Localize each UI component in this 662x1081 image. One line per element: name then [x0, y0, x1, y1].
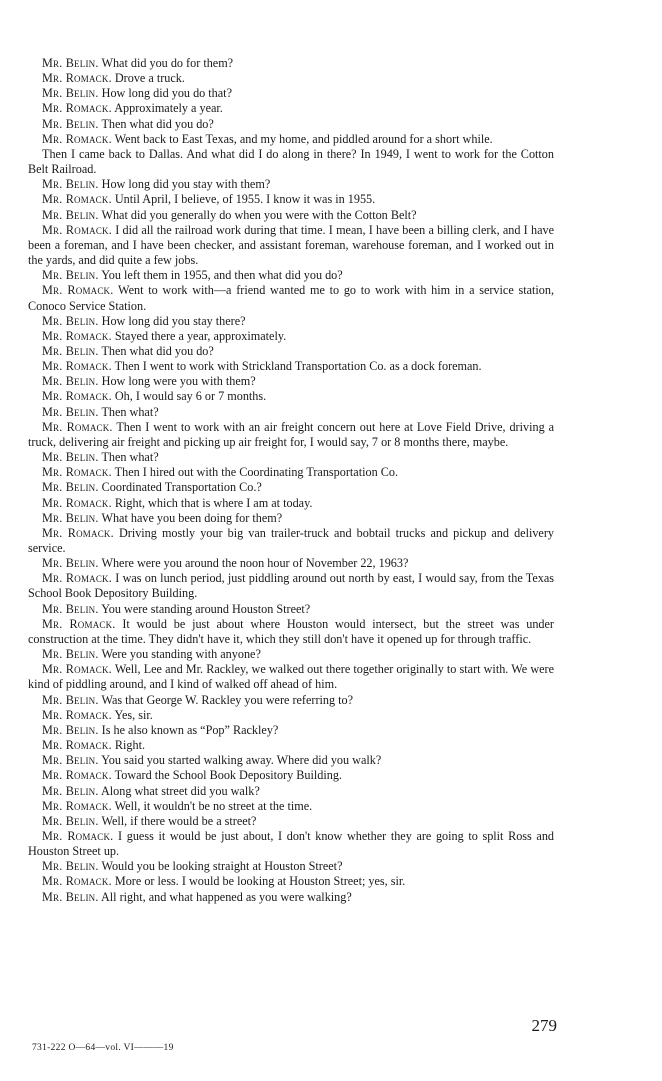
- transcript-paragraph: [28, 556, 554, 571]
- speech-text: Until April, I believe, of 1955. I know it was in 1955.: [114, 192, 376, 207]
- speech-text: Toward the School Book Depository Building.: [114, 768, 342, 783]
- transcript-paragraph: [28, 526, 554, 556]
- speech-text: Went back to East Texas, and my home, and piddled around for a short while.: [114, 131, 493, 146]
- speech-text: Oh, I would say 6 or 7 months.: [114, 389, 267, 404]
- speech-text: Then what did you do?: [101, 343, 214, 358]
- speaker-name: Mr. Belin.: [42, 647, 99, 662]
- speaker-name: Mr. Romack.: [42, 359, 112, 374]
- transcript-paragraph: [28, 753, 554, 768]
- transcript-paragraph: [28, 344, 554, 359]
- transcript-paragraph: [28, 147, 554, 177]
- transcript-paragraph: [28, 723, 554, 738]
- speaker-name: Mr. Belin.: [42, 783, 99, 798]
- speech-text: Driving mostly your big van trailer-truck and bobtail trucks and pickup and delivery service.: [28, 525, 554, 555]
- speaker-name: Mr. Belin.: [42, 556, 99, 571]
- speaker-name: Mr. Romack.: [42, 192, 112, 207]
- speech-text: Then I went to work with Strickland Transportation Co. as a dock foreman.: [114, 359, 482, 374]
- speech-text: Then I went to work with an air freight concern out here at Love Field Drive, driving a truck, delivering air freight and picking up air freight for, I would say, 7 or 8 months there, maybe.: [28, 419, 554, 449]
- speaker-name: Mr. Belin.: [42, 268, 99, 283]
- speaker-name: Mr. Belin.: [42, 343, 99, 358]
- transcript-paragraph: [28, 465, 554, 480]
- transcript-paragraph: [28, 617, 554, 647]
- speech-text: Went to work with—a friend wanted me to go to work with him in a service station, Conoco Service Station.: [28, 283, 555, 313]
- speech-text: Would you be looking straight at Houston Street?: [101, 859, 343, 874]
- speaker-name: Mr. Belin.: [42, 722, 99, 737]
- transcript-paragraph: [28, 511, 554, 526]
- speech-text: Drove a truck.: [114, 71, 185, 86]
- speech-text: Right.: [114, 738, 146, 753]
- speaker-name: Mr. Belin.: [42, 753, 99, 768]
- transcript-paragraph: [28, 329, 554, 344]
- speech-text: I did all the railroad work during that time. I mean, I have been a billing clerk, and I have been a foreman, and I have been checker, and assistant foreman, warehouse foreman, and I worked out in the yards, and did quite a few jobs.: [28, 222, 554, 268]
- transcript-paragraph: [28, 859, 554, 874]
- speaker-name: Mr. Romack.: [42, 495, 112, 510]
- speaker-name: Mr. Romack.: [42, 768, 112, 783]
- speech-text: All right, and what happened as you were walking?: [100, 889, 352, 904]
- transcript-paragraph: [28, 814, 554, 829]
- transcript-paragraph: [28, 480, 554, 495]
- speaker-name: Mr. Romack.: [42, 465, 112, 480]
- speaker-name: Mr. Romack.: [42, 283, 114, 298]
- speech-text: What did you do for them?: [101, 56, 234, 70]
- speech-text: You were standing around Houston Street?: [101, 601, 311, 616]
- speech-text: Then what did you do?: [101, 116, 214, 131]
- speaker-name: Mr. Belin.: [42, 86, 99, 101]
- transcript-paragraph: [28, 314, 554, 329]
- speech-text: Along what street did you walk?: [100, 783, 260, 798]
- transcript-paragraph: [28, 132, 554, 147]
- page-number: 279: [531, 1016, 557, 1035]
- transcript-paragraph: [28, 708, 554, 723]
- transcript-paragraph: [28, 874, 554, 889]
- transcript-paragraph: [28, 359, 554, 374]
- transcript-paragraph: [28, 890, 554, 905]
- speaker-name: Mr. Romack.: [42, 71, 112, 86]
- transcript-paragraph: [28, 768, 554, 783]
- speaker-name: Mr. Belin.: [42, 177, 99, 192]
- speech-text: Then I came back to Dallas. And what did I do along in there? In 1949, I went to work for the Cotton Belt Railroad.: [28, 146, 554, 177]
- transcript-body: [28, 56, 554, 905]
- transcript-paragraph: [28, 829, 554, 859]
- speaker-name: Mr. Romack.: [42, 525, 114, 540]
- speech-text: How long did you do that?: [101, 86, 232, 101]
- speech-text: How long were you with them?: [101, 374, 256, 389]
- speech-text: Then what?: [101, 450, 159, 465]
- speech-text: I was on lunch period, just piddling around out north by east, I would say, from the Texas School Book Depository Building.: [28, 571, 555, 601]
- transcript-paragraph: [28, 374, 554, 389]
- speaker-name: Mr. Romack.: [42, 616, 116, 631]
- transcript-paragraph: [28, 784, 554, 799]
- transcript-paragraph: [28, 283, 554, 313]
- transcript-paragraph: [28, 101, 554, 116]
- speaker-name: Mr. Romack.: [42, 328, 112, 343]
- transcript-paragraph: [28, 450, 554, 465]
- speaker-name: Mr. Romack.: [42, 662, 112, 677]
- speaker-name: Mr. Romack.: [42, 707, 112, 722]
- transcript-paragraph: [28, 571, 554, 601]
- speaker-name: Mr. Belin.: [42, 510, 99, 525]
- speaker-name: Mr. Belin.: [42, 374, 99, 389]
- speaker-name: Mr. Belin.: [42, 601, 99, 616]
- speaker-name: Mr. Romack.: [42, 131, 112, 146]
- transcript-paragraph: [28, 177, 554, 192]
- transcript-paragraph: [28, 56, 554, 71]
- speaker-name: Mr. Belin.: [42, 404, 99, 419]
- transcript-paragraph: [28, 799, 554, 814]
- speaker-name: Mr. Romack.: [42, 389, 112, 404]
- speaker-name: Mr. Belin.: [42, 859, 99, 874]
- speaker-name: Mr. Romack.: [42, 798, 112, 813]
- speaker-name: Mr. Belin.: [42, 692, 99, 707]
- speaker-name: Mr. Belin.: [42, 116, 99, 131]
- speaker-name: Mr. Romack.: [42, 874, 112, 889]
- transcript-paragraph: [28, 647, 554, 662]
- transcript-paragraph: [28, 208, 554, 223]
- speaker-name: Mr. Belin.: [42, 889, 99, 904]
- speaker-name: Mr. Romack.: [42, 738, 112, 753]
- transcript-paragraph: [28, 71, 554, 86]
- speech-text: Well, it wouldn't be no street at the time.: [114, 798, 313, 813]
- speech-text: What have you been doing for them?: [101, 510, 283, 525]
- speech-text: You said you started walking away. Where did you walk?: [101, 753, 382, 768]
- speech-text: Was that George W. Rackley you were referring to?: [101, 692, 354, 707]
- speaker-name: Mr. Belin.: [42, 450, 99, 465]
- speaker-name: Mr. Belin.: [42, 480, 99, 495]
- speech-text: You left them in 1955, and then what did you do?: [101, 268, 343, 283]
- transcript-paragraph: [28, 268, 554, 283]
- speaker-name: Mr. Belin.: [42, 207, 99, 222]
- speech-text: Yes, sir.: [114, 707, 153, 722]
- transcript-paragraph: [28, 405, 554, 420]
- speech-text: What did you generally do when you were with the Cotton Belt?: [101, 207, 417, 222]
- speech-text: Coordinated Transportation Co.?: [101, 480, 262, 495]
- speech-text: Then what?: [101, 404, 159, 419]
- transcript-paragraph: [28, 693, 554, 708]
- transcript-paragraph: [28, 602, 554, 617]
- speaker-name: Mr. Belin.: [42, 56, 99, 70]
- speech-text: Were you standing with anyone?: [101, 647, 261, 662]
- speaker-name: Mr. Romack.: [42, 828, 114, 843]
- speaker-name: Mr. Romack.: [42, 101, 112, 116]
- transcript-paragraph: [28, 389, 554, 404]
- speech-text: Then I hired out with the Coordinating Transportation Co.: [114, 465, 398, 480]
- speaker-name: Mr. Romack.: [42, 419, 113, 434]
- speaker-name: Mr. Belin.: [42, 813, 99, 828]
- transcript-paragraph: [28, 738, 554, 753]
- speech-text: Is he also known as “Pop” Rackley?: [101, 722, 279, 737]
- speech-text: Well, Lee and Mr. Rackley, we walked out there together originally to start with. We were kind of piddling around, and I kind of walked off ahead of him.: [28, 662, 554, 692]
- transcript-paragraph: [28, 223, 554, 268]
- speech-text: Approximately a year.: [114, 101, 223, 116]
- transcript-paragraph: [28, 192, 554, 207]
- speech-text: More or less. I would be looking at Houston Street; yes, sir.: [114, 874, 406, 889]
- speech-text: Well, if there would be a street?: [101, 813, 257, 828]
- speaker-name: Mr. Belin.: [42, 313, 99, 328]
- speech-text: Where were you around the noon hour of November 22, 1963?: [101, 556, 409, 571]
- speech-text: Stayed there a year, approximately.: [114, 328, 287, 343]
- speech-text: Right, which that is where I am at today.: [114, 495, 313, 510]
- speech-text: I guess it would be just about, I don't know whether they are going to split Ross and Houston Street up.: [28, 828, 555, 859]
- transcript-paragraph: [28, 117, 554, 132]
- transcript-paragraph: [28, 662, 554, 692]
- transcript-paragraph: [28, 420, 554, 450]
- speech-text: How long did you stay with them?: [101, 177, 271, 192]
- transcript-paragraph: [28, 86, 554, 101]
- speech-text: How long did you stay there?: [101, 313, 246, 328]
- speaker-name: Mr. Romack.: [42, 571, 113, 586]
- speaker-name: Mr. Romack.: [42, 222, 112, 237]
- speech-text: It would be just about where Houston would intersect, but the street was under construction at the time. They didn't have it, which they still don't have it opened up for through traffic.: [28, 616, 554, 646]
- transcript-paragraph: [28, 496, 554, 511]
- footer-print-code: 731-222 O—64—vol. VI———19: [32, 1043, 174, 1053]
